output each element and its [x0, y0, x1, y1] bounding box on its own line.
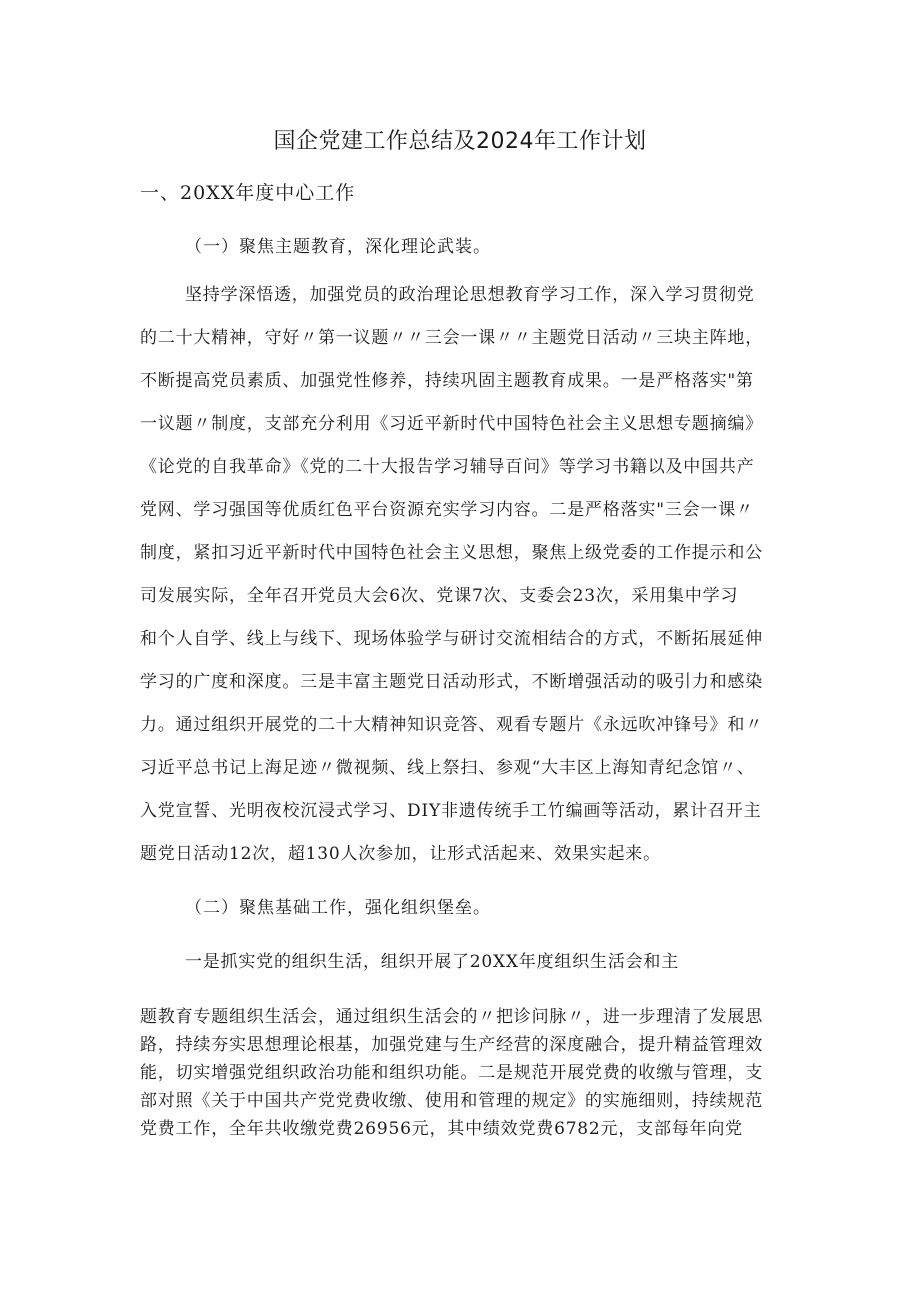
- paragraph-line: 的二十大精神，守好〃第一议题〃〃三会一课〃〃主题党日活动〃三块主阵地，: [140, 328, 763, 348]
- paragraph-line: 坚持学深悟透，加强党员的政治理论思想教育学习工作，深入学习贯彻党: [185, 285, 755, 305]
- section-heading: 一、20XX年度中心工作: [140, 182, 356, 204]
- paragraph-line: 题党日活动12次，超130人次参加，让形式活起来、效果实起来。: [140, 844, 661, 864]
- paragraph-line: 一议题〃制度，支部充分利用《习近平新时代中国特色社会主义思想专题摘编》: [140, 414, 763, 434]
- paragraph-line: 和个人自学、线上与线下、现场体验学与研讨交流相结合的方式，不断拓展延伸: [140, 629, 763, 649]
- subsection-heading-1: （一）聚焦主题教育，深化理论武装。: [185, 237, 491, 257]
- paragraph-line: 力。通过组织开展党的二十大精神知识竞答、观看专题片《永远吹冲锋号》和〃: [140, 715, 763, 735]
- document-title: 国企党建工作总结及2024年工作计划: [273, 129, 647, 154]
- paragraph-line: 习近平总书记上海足迹〃微视频、线上祭扫、参观“大丰区上海知青纪念馆〃、: [140, 758, 755, 778]
- paragraph-line: 司发展实际，全年召开党员大会6次、党课7次、支委会23次，采用集中学习: [140, 586, 739, 606]
- paragraph-line: 路，持续夯实思想理论根基，加强党建与生产经营的深度融合，提升精益管理效: [140, 1035, 763, 1055]
- paragraph-line: 《论党的自我革命》《党的二十大报告学习辅导百问》等学习书籍以及中国共产: [140, 457, 755, 477]
- paragraph-line: 制度，紧扣习近平新时代中国特色社会主义思想，聚焦上级党委的工作提示和公: [140, 543, 763, 563]
- paragraph-line: 学习的广度和深度。三是丰富主题党日活动形式，不断增强活动的吸引力和感染: [140, 672, 763, 692]
- paragraph-line: 不断提高党员素质、加强党性修养，持续巩固主题教育成果。一是严格落实"第: [140, 371, 754, 391]
- paragraph-line: 入党宣誓、光明夜校沉浸式学习、DIY非遗传统手工竹编画等活动，累计召开主: [140, 801, 762, 821]
- paragraph-line: 一是抓实党的组织生活，组织开展了20XX年度组织生活会和主: [185, 952, 680, 972]
- subsection-heading-2: （二）聚焦基础工作，强化组织堡垒。: [185, 898, 491, 918]
- paragraph-line: 能，切实增强党组织政治功能和组织功能。二是规范开展党费的收缴与管理，支: [140, 1063, 763, 1083]
- paragraph-line: 党费工作，全年共收缴党费26956元，其中绩效党费6782元，支部每年向党: [140, 1119, 743, 1139]
- paragraph-line: 部对照《关于中国共产党党费收缴、使用和管理的规定》的实施细则，持续规范: [140, 1091, 763, 1111]
- paragraph-line: 题教育专题组织生活会，通过组织生活会的〃把诊问脉〃，进一步理清了发展思: [140, 1007, 763, 1027]
- paragraph-line: 党网、学习强国等优质红色平台资源充实学习内容。二是严格落实"三会一课〃: [140, 500, 754, 520]
